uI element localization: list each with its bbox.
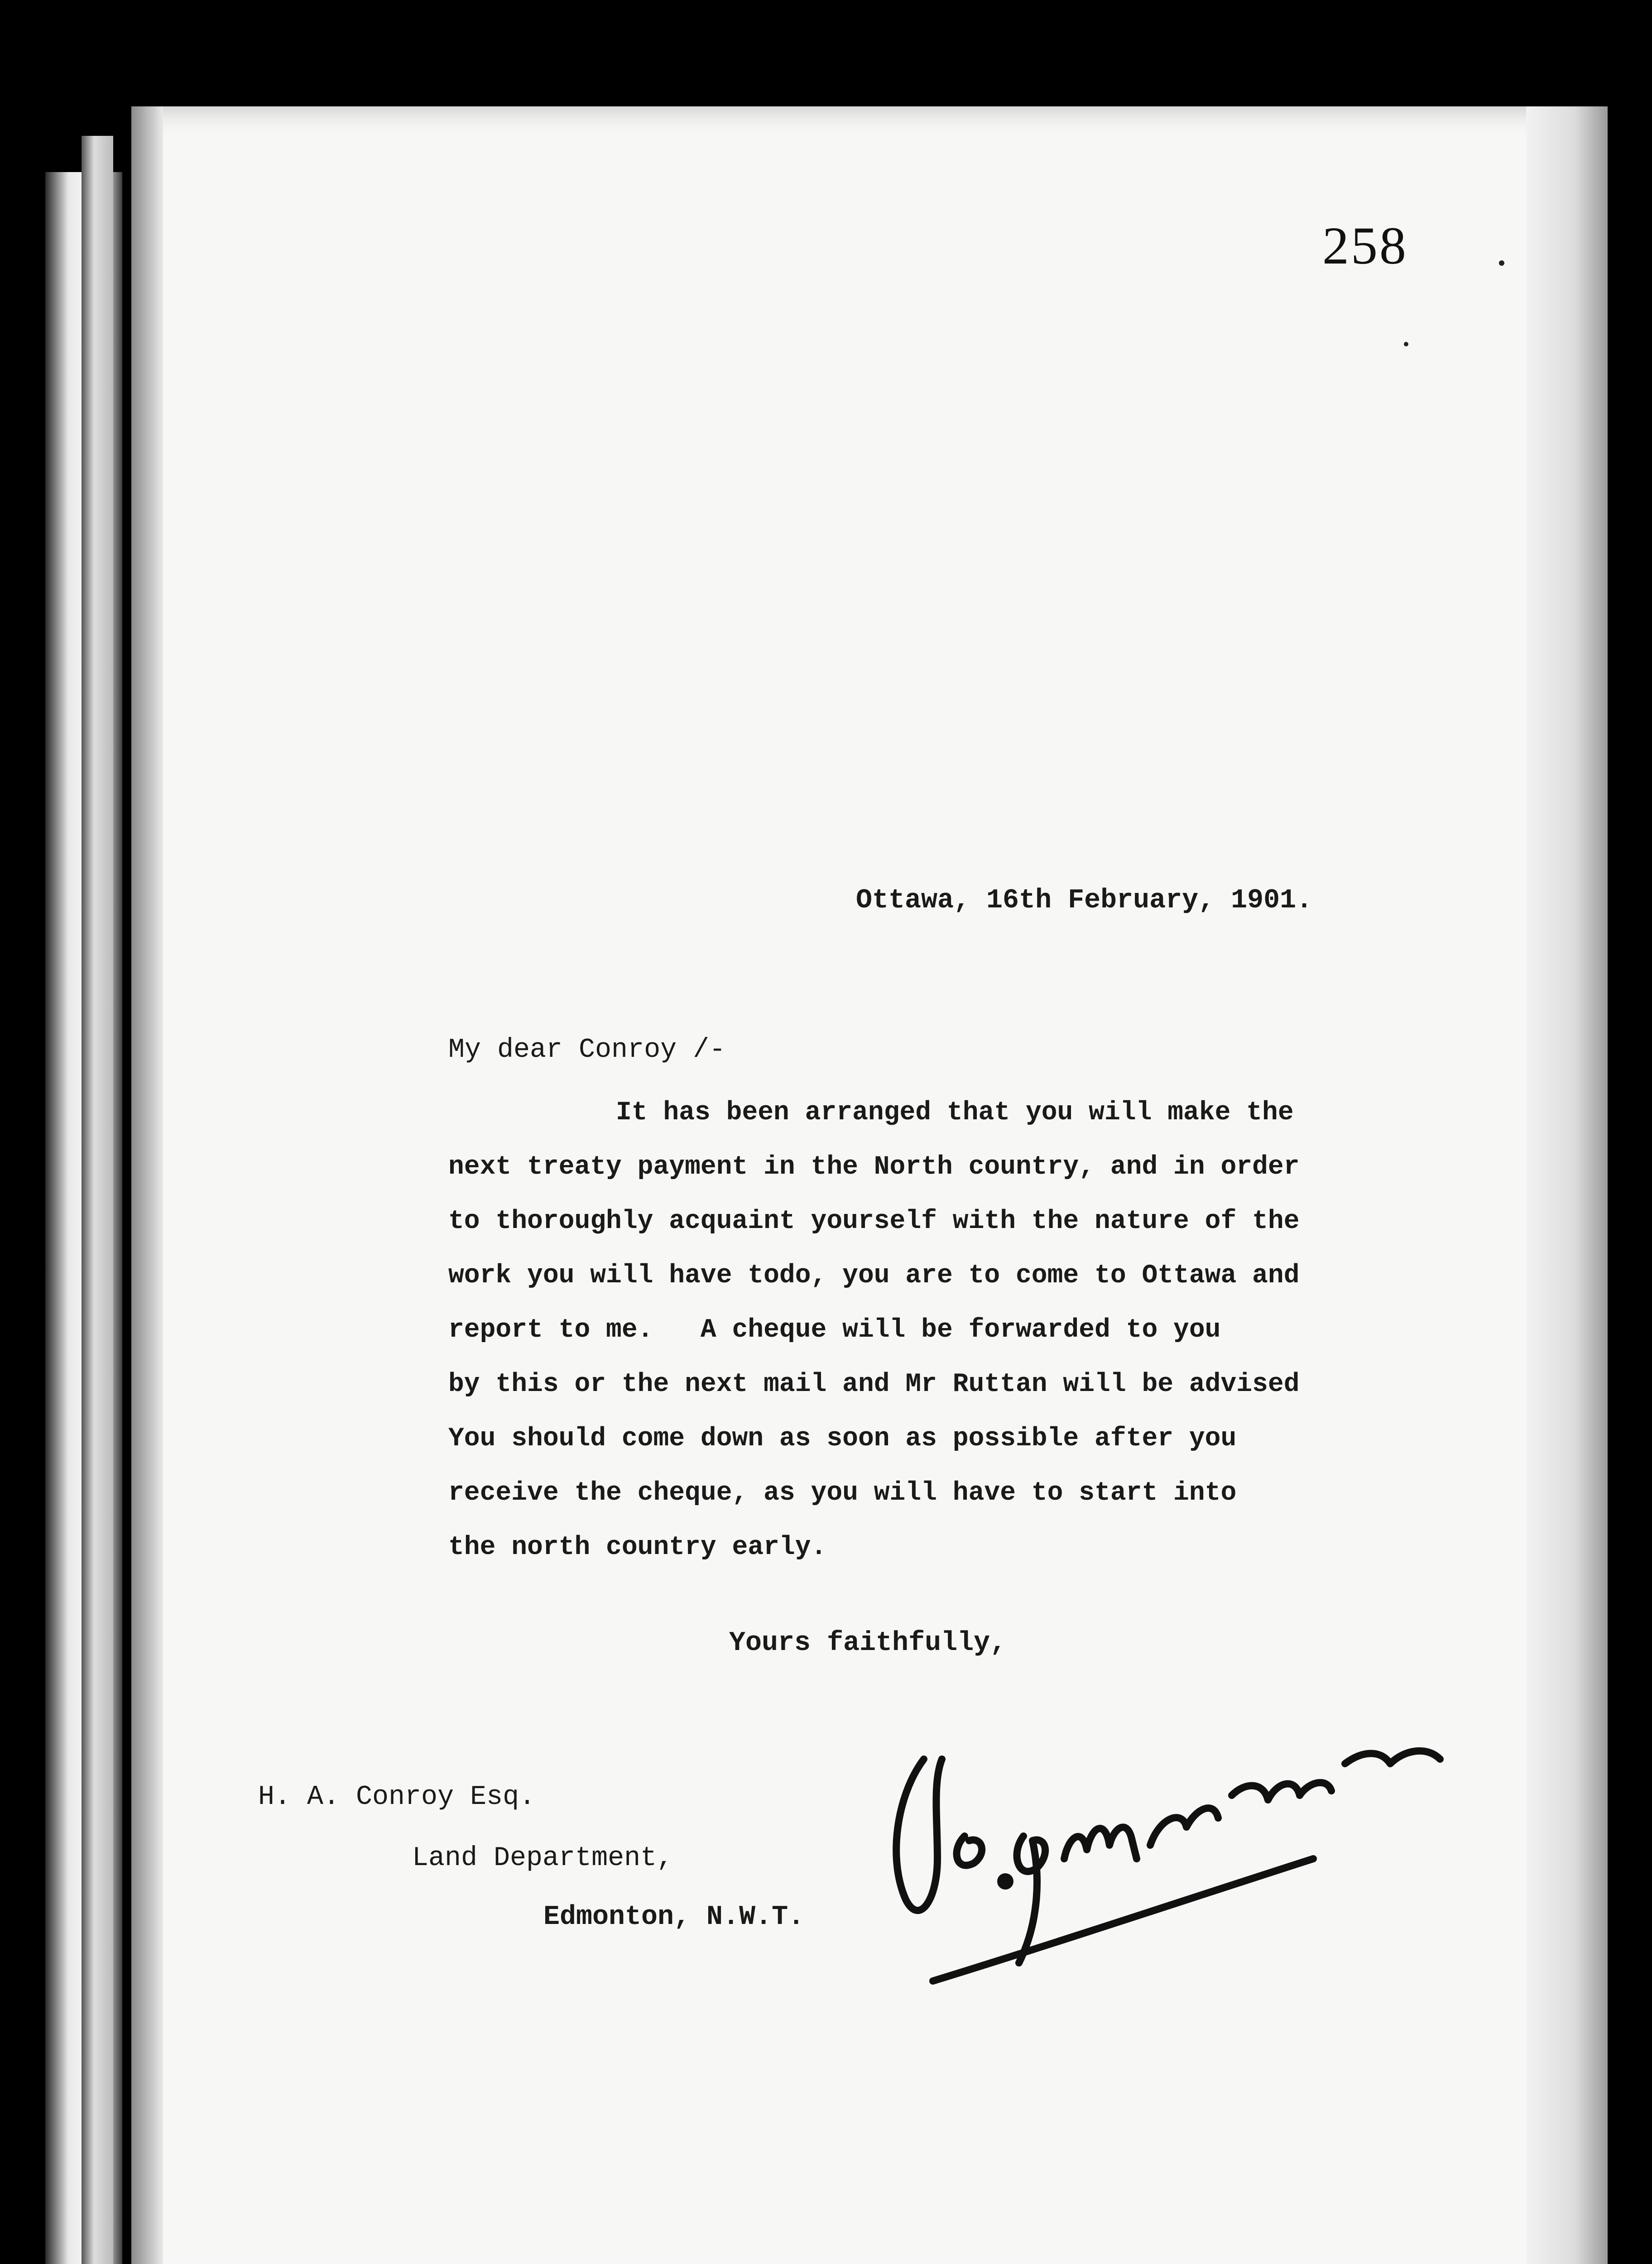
binding-strip-inner	[82, 136, 113, 2264]
handwritten-signature	[869, 1646, 1458, 1999]
letter-page	[131, 106, 1608, 2264]
letter-body-line: It has been arranged that you will make the	[616, 1098, 1294, 1127]
addressee-city: Edmonton, N.W.T.	[543, 1902, 805, 1933]
letter-body-line: next treaty payment in the North country, and in order	[448, 1152, 1300, 1182]
letter-body-line: work you will have todo, you are to come to Ottawa and	[448, 1261, 1300, 1290]
letter-closing: Yours faithfully,	[729, 1628, 1007, 1659]
page-number: 258	[1322, 216, 1408, 275]
letter-body-line: receive the cheque, as you will have to start into	[448, 1478, 1237, 1508]
letter-body-line: You should come down as soon as possible after you	[448, 1424, 1237, 1453]
page-edge-left	[131, 106, 163, 2264]
page-edge-right	[1526, 106, 1608, 2264]
addressee-department: Land Department,	[412, 1843, 673, 1874]
speck	[1404, 342, 1408, 346]
letter-body-line: by this or the next mail and Mr Ruttan will be advised	[448, 1370, 1300, 1399]
letter-body-line: to thoroughly acquaint yourself with the nature of the	[448, 1207, 1300, 1236]
letter-date: Ottawa, 16th February, 1901.	[856, 885, 1313, 916]
letter-body-line: report to me. A cheque will be forwarded to you	[448, 1315, 1221, 1345]
letter-body-line: the north country early.	[448, 1533, 827, 1562]
speck	[1499, 260, 1504, 266]
addressee-name: H. A. Conroy Esq.	[258, 1782, 536, 1813]
letter-salutation: My dear Conroy /-	[448, 1035, 726, 1065]
